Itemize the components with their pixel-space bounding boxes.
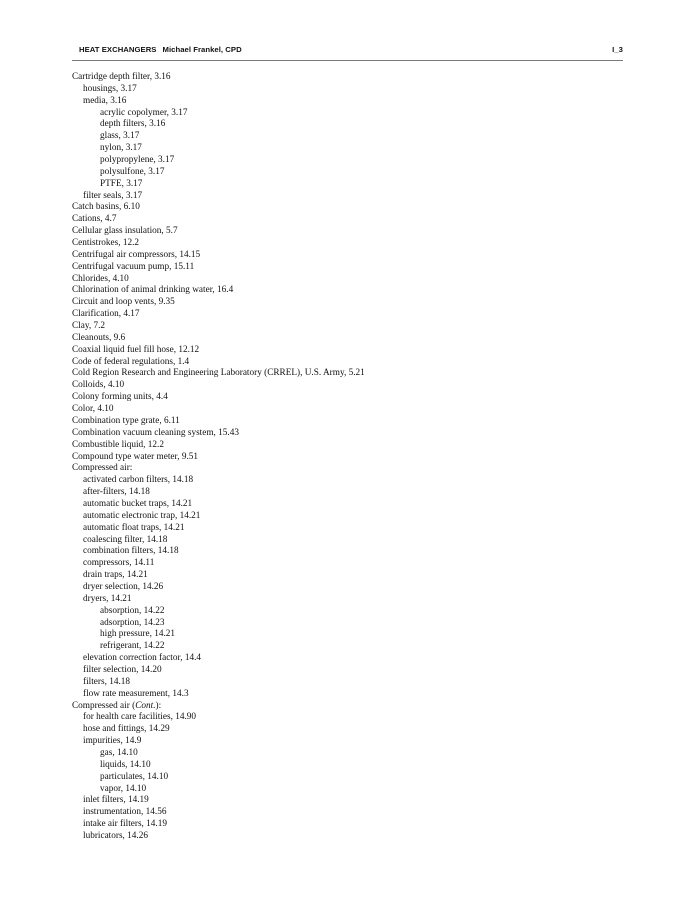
entry-text: Cold Region Research and Engineering Laboratory (CRREL), U.S. Army, 5.21 [72, 368, 365, 379]
index-entry [72, 416, 632, 428]
entry-text: automatic float traps, 14.21 [83, 522, 185, 533]
index-entry [72, 226, 632, 238]
entry-text: combination filters, 14.18 [83, 546, 179, 557]
entry-text: compressors, 14.11 [83, 558, 155, 569]
index-entry [72, 202, 632, 214]
index-entry [72, 452, 632, 464]
author-name: Michael Frankel, CPD [162, 45, 242, 54]
entry-text: PTFE, 3.17 [100, 178, 143, 189]
entry-text: Cellular glass insulation, 5.7 [72, 226, 178, 237]
index-entry [72, 297, 632, 309]
entry-text: inlet filters, 14.19 [83, 795, 149, 806]
index-entry [72, 357, 632, 369]
entry-text-tail: ): [155, 700, 162, 711]
index-subentry [72, 582, 632, 594]
entry-text: Centrifugal vacuum pump, 15.11 [72, 261, 195, 272]
entry-text: Colloids, 4.10 [72, 380, 125, 391]
entry-text: Combination vacuum cleaning system, 15.43 [72, 427, 239, 438]
index-subentry [72, 570, 632, 582]
entry-text: adsorption, 14.23 [100, 617, 165, 628]
entry-text: Chlorination of animal drinking water, 16.4 [72, 285, 234, 296]
entry-text: filter selection, 14.20 [83, 664, 162, 675]
entry-text: for health care facilities, 14.90 [83, 712, 197, 723]
entry-text: polysulfone, 3.17 [100, 166, 165, 177]
index-subsubentry [72, 155, 632, 167]
entry-text: vapor, 14.10 [100, 783, 147, 794]
entry-text: Clarification, 4.17 [72, 309, 140, 320]
index-subentry [72, 665, 632, 677]
entry-text: elevation correction factor, 14.4 [83, 653, 202, 664]
index-subentry [72, 511, 632, 523]
entry-text: nylon, 3.17 [100, 143, 142, 154]
index-entry [72, 250, 632, 262]
index-subentry [72, 736, 632, 748]
entry-text: hose and fittings, 14.29 [83, 724, 170, 735]
index-subsubentry [72, 167, 632, 179]
index-subentry [72, 191, 632, 203]
index-subentry [72, 523, 632, 535]
entry-text: impurities, 14.9 [83, 736, 142, 747]
index-entry [72, 428, 632, 440]
entry-text: Combustible liquid, 12.2 [72, 439, 164, 450]
index-subsubentry [72, 606, 632, 618]
entry-text: dryer selection, 14.26 [83, 581, 164, 592]
index-subentry [72, 487, 632, 499]
page-number: I_3 [612, 45, 623, 54]
index-entry [72, 214, 632, 226]
index-entry [72, 262, 632, 274]
index-entry [72, 440, 632, 452]
entry-text: Catch basins, 6.10 [72, 202, 140, 213]
index-entry [72, 238, 632, 250]
index-subsubentry [72, 143, 632, 155]
index-entry [72, 345, 632, 357]
entry-text: glass, 3.17 [100, 131, 140, 142]
entry-text: lubricators, 14.26 [83, 831, 148, 841]
index-subsubentry [72, 108, 632, 120]
entry-text: flow rate measurement, 14.3 [83, 688, 189, 699]
entry-text: Centistrokes, 12.2 [72, 238, 140, 249]
entry-text: automatic bucket traps, 14.21 [83, 498, 193, 509]
entry-text: intake air filters, 14.19 [83, 819, 167, 830]
index-subentry [72, 677, 632, 689]
entry-text: Centrifugal air compressors, 14.15 [72, 249, 201, 260]
entry-text: Compound type water meter, 9.51 [72, 451, 199, 462]
entry-text: drain traps, 14.21 [83, 570, 148, 581]
entry-text: Circuit and loop vents, 9.35 [72, 297, 175, 308]
index-entry [72, 309, 632, 321]
index-subsubentry [72, 629, 632, 641]
entry-text: Colony forming units, 4.4 [72, 392, 168, 403]
entry-text: Cartridge depth filter, 3.16 [72, 72, 171, 82]
index-subentry [72, 594, 632, 606]
index-entry [72, 392, 632, 404]
entry-text: depth filters, 3.16 [100, 119, 166, 130]
index-subsubentry [72, 119, 632, 131]
index-subentry [72, 819, 632, 831]
index-subsubentry [72, 748, 632, 760]
entry-text: Clay, 7.2 [72, 321, 106, 332]
index-subentry [72, 712, 632, 724]
entry-text: housings, 3.17 [83, 83, 137, 94]
entry-text: media, 3.16 [83, 95, 127, 106]
index-subentry [72, 96, 632, 108]
entry-text: absorption, 14.22 [100, 605, 165, 616]
entry-text: filter seals, 3.17 [83, 190, 143, 201]
entry-text: Cleanouts, 9.6 [72, 332, 126, 343]
entry-text: Compressed air ( [72, 700, 136, 711]
entry-text: Chlorides, 4.10 [72, 273, 129, 284]
entry-text: Color, 4.10 [72, 404, 114, 415]
index-subsubentry [72, 131, 632, 143]
entry-text: instrumentation, 14.56 [83, 807, 167, 818]
running-title [79, 45, 242, 54]
entry-text: automatic electronic trap, 14.21 [83, 510, 201, 521]
entry-text: acrylic copolymer, 3.17 [100, 107, 188, 118]
index-subentry [72, 84, 632, 96]
index-subsubentry [72, 179, 632, 191]
index-entry [72, 72, 632, 84]
entry-text: high pressure, 14.21 [100, 629, 176, 640]
entry-text: particulates, 14.10 [100, 771, 169, 782]
entry-text: Cations, 4.7 [72, 214, 117, 225]
entry-text: gas, 14.10 [100, 747, 138, 758]
index-subsubentry [72, 784, 632, 796]
index-subentry [72, 795, 632, 807]
index-entry [72, 321, 632, 333]
entry-text: activated carbon filters, 14.18 [83, 475, 194, 486]
index-subentry [72, 546, 632, 558]
index-entry [72, 285, 632, 297]
index-subsubentry [72, 772, 632, 784]
page-header [72, 44, 623, 61]
index-entry [72, 463, 632, 475]
index-entry [72, 368, 632, 380]
index-subentry [72, 807, 632, 819]
index-list [72, 72, 632, 843]
entry-text: dryers, 14.21 [83, 593, 132, 604]
index-subsubentry [72, 760, 632, 772]
index-subentry [72, 558, 632, 570]
index-subentry [72, 724, 632, 736]
entry-text: Compressed air: [72, 463, 133, 474]
index-entry [72, 404, 632, 416]
index-subsubentry [72, 641, 632, 653]
index-subentry [72, 653, 632, 665]
index-subentry [72, 831, 632, 843]
index-subsubentry [72, 618, 632, 630]
index-entry [72, 333, 632, 345]
index-entry [72, 380, 632, 392]
entry-text: Combination type grate, 6.11 [72, 415, 180, 426]
entry-text: liquids, 14.10 [100, 759, 151, 770]
book-title: HEAT EXCHANGERS [79, 45, 157, 54]
entry-text: Code of federal regulations, 1.4 [72, 356, 190, 367]
entry-text: refrigerant, 14.22 [100, 641, 165, 652]
index-entry [72, 274, 632, 286]
entry-text: polypropylene, 3.17 [100, 155, 175, 166]
index-subentry [72, 689, 632, 701]
index-subentry [72, 535, 632, 547]
index-subentry [72, 475, 632, 487]
index-subentry [72, 499, 632, 511]
entry-text: filters, 14.18 [83, 676, 131, 687]
continued-label: Cont. [135, 700, 156, 711]
entry-text: Coaxial liquid fuel fill hose, 12.12 [72, 344, 200, 355]
entry-text: coalescing filter, 14.18 [83, 534, 168, 545]
entry-text: after-filters, 14.18 [83, 487, 150, 498]
index-entry [72, 701, 632, 713]
